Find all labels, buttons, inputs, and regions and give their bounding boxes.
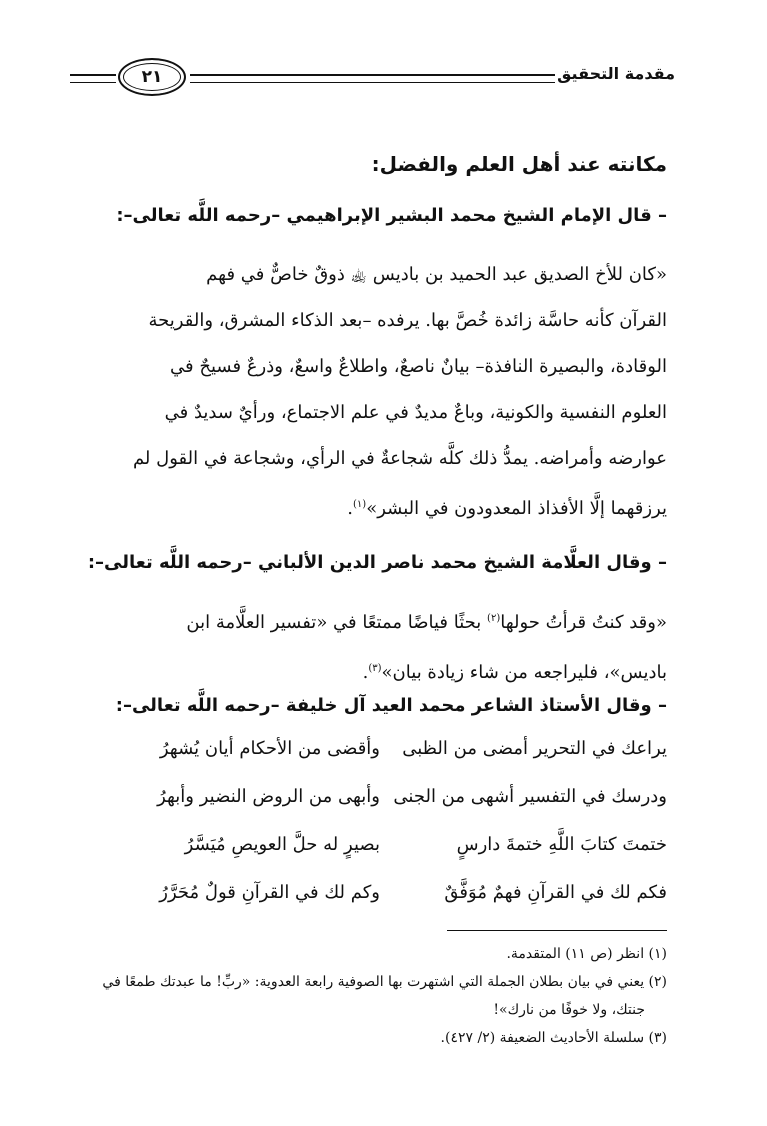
paragraph-text: «وقد كنتُ قرأتُ حولها xyxy=(500,612,667,633)
footnote-2: (٢) يعني في بيان بطلان الجملة التي اشتهرت بها الصوفية رابعة العدوية: «ربِّ! ما عبدتك طمعًا في xyxy=(102,974,667,990)
page-header xyxy=(70,52,675,102)
paragraph-line xyxy=(100,646,667,696)
paragraph-line: الوقادة، والبصيرة النافذة– بيانٌ ناصعٌ، واطلاعٌ واسعٌ، وذرعٌ فسيحٌ في xyxy=(170,356,667,377)
page-number: ٢١ xyxy=(141,67,163,87)
footnote-marker: (٢) xyxy=(487,613,501,624)
quote-heading-ibrahimi: – قال الإمام الشيخ محمد البشير الإبراهيمي –رحمه اللَّه تعالى–: xyxy=(116,205,667,226)
paragraph-line: العلوم النفسية والكونية، وباعٌ مديدٌ في علم الاجتماع، ورأيٌ سديدٌ في xyxy=(164,402,667,423)
quote-heading-khalifa: – وقال الأستاذ الشاعر محمد العيد آل خليفة –رحمه اللَّه تعالى–: xyxy=(115,695,667,716)
verse-first-hemistich: ودرسك في التفسير أشهى من الجنى xyxy=(393,786,667,807)
poem-verse xyxy=(100,786,667,834)
verse-second-hemistich: وأقضى من الأحكام أيان يُشهرُ xyxy=(159,738,380,759)
footnote-2-continuation: جنتك، ولا خوفًا من نارك»! xyxy=(493,1002,645,1018)
verse-first-hemistich: ختمتَ كتابَ اللَّهِ ختمةَ دارسٍ xyxy=(456,834,667,855)
verse-second-hemistich: وأبهى من الروض النضير وأبهرُ xyxy=(157,786,380,807)
footnotes xyxy=(100,940,667,1052)
poem-verse xyxy=(100,834,667,882)
footnote-3: (٣) سلسلة الأحاديث الضعيفة (٢/ ٤٢٧). xyxy=(440,1030,667,1046)
poem-verse xyxy=(100,882,667,930)
quote-paragraph-albani xyxy=(100,596,667,696)
period: . xyxy=(347,498,353,519)
paragraph-text: يرزقهما إلَّا الأفذاذ المعدودون في البشر» xyxy=(366,498,667,519)
paragraph-text: بحثًا فياضًا ممتعًا في «تفسير العلَّامة ابن xyxy=(186,612,488,633)
page-number-badge xyxy=(118,58,186,96)
paragraph-line: عوارضه وأمراضه. يمدُّ ذلك كلَّه شجاعةٌ في الرأي، وشجاعة في القول لم xyxy=(132,448,667,469)
header-rule xyxy=(190,74,555,83)
header-rule-left xyxy=(70,74,116,83)
section-heading: مكانته عند أهل العلم والفضل: xyxy=(371,152,667,176)
paragraph-text: باديس»، فليراجعه من شاء زيادة بيان» xyxy=(381,662,667,683)
poem-verse xyxy=(100,738,667,786)
footnote-marker: (٣) xyxy=(368,663,382,674)
paragraph-line xyxy=(100,482,667,532)
verse-first-hemistich: يراعك في التحرير أمضى من الظبى xyxy=(402,738,667,759)
footnote-separator xyxy=(447,930,667,931)
footnote-1: (١) انظر (ص ١١) المتقدمة. xyxy=(506,946,667,962)
paragraph-line: القرآن كأنه حاسَّة زائدة خُصَّ بها. يرفده –بعد الذكاء المشرق، والقريحة xyxy=(148,310,667,331)
verse-second-hemistich: وكم لك في القرآنِ قولٌ مُحَرَّرُ xyxy=(159,882,380,903)
footnote-marker: (١) xyxy=(353,499,367,510)
paragraph-line xyxy=(100,596,667,646)
verse-first-hemistich: فكم لك في القرآنِ فهمٌ مُوَفَّقٌ xyxy=(444,882,667,903)
quote-heading-albani: – وقال العلَّامة الشيخ محمد ناصر الدين الألباني –رحمه اللَّه تعالى–: xyxy=(87,552,667,573)
poem xyxy=(100,738,667,930)
quote-paragraph-ibrahimi xyxy=(100,252,667,532)
verse-second-hemistich: بصيرٍ له حلَّ العويصِ مُيَسَّرُ xyxy=(184,834,380,855)
paragraph-line: «كان للأخ الصديق عبد الحميد بن باديس ﵀ ذوقٌ خاصٌّ في فهم xyxy=(206,264,667,285)
running-title: مقدمة التحقيق xyxy=(557,64,675,83)
paragraph-text: . xyxy=(362,662,369,683)
